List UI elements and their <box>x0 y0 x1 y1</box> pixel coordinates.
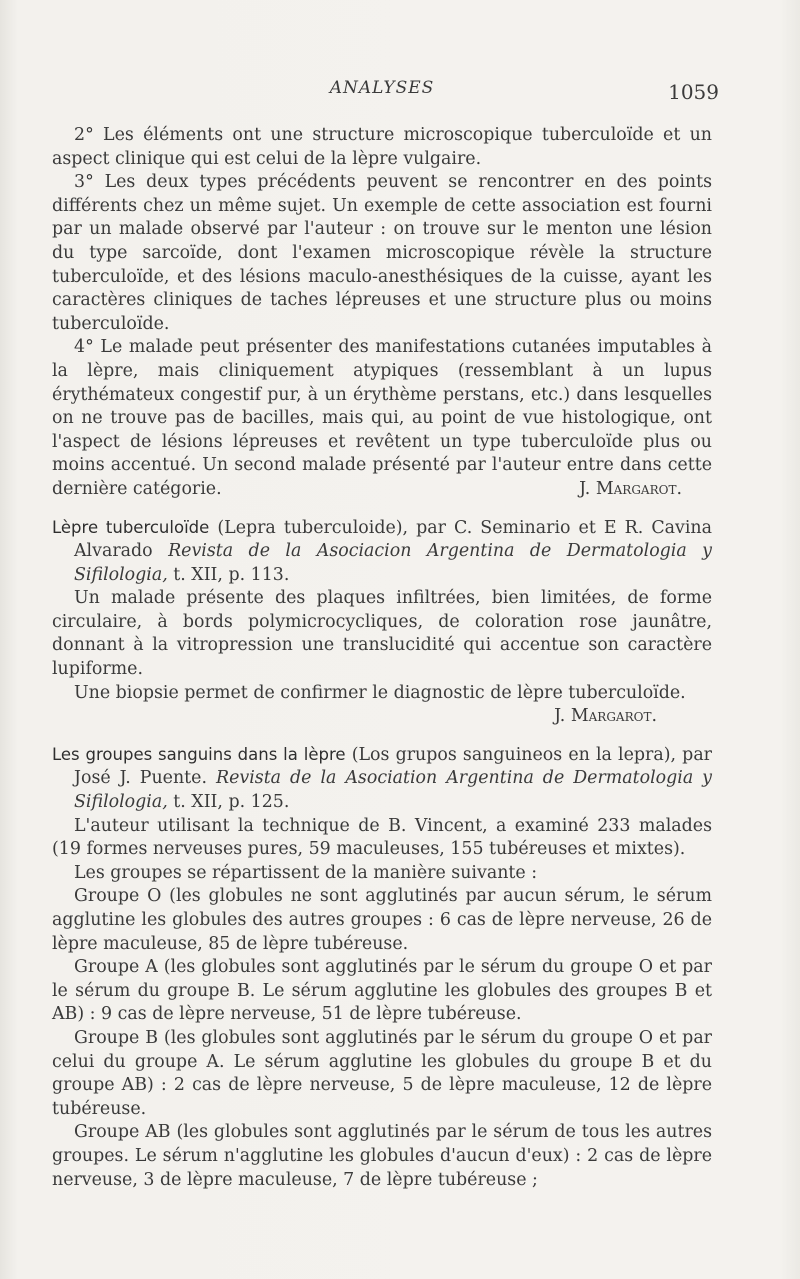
entry-paragraph: Groupe A (les globules sont agglutinés par le sérum du groupe O et par le sérum du groupe B. Le sérum agglutine les globules des groupes B et AB) : 9 cas de lèpre nerveuse, 51 de lèpre tubéreuse. <box>52 957 712 1025</box>
review-entry-lepre-tuberculoide <box>52 516 712 729</box>
paragraph-point-3: 3° Les deux types précédents peuvent se rencontrer en des points différents chez un même sujet. Un exemple de cette association est fourni par un malade observé par l'auteur : on trouve sur le menton une lésion du type sarcoïde, dont l'examen microscopique révèle la structure tuberculoïde, et des lésions maculo-anesthésiques de la cuisse, ayant les caractères cliniques de taches lépreuses et une structure plus ou moins tuberculoïde. <box>52 172 712 334</box>
paragraph-point-4-text: 4° Le malade peut présenter des manifestations cutanées imputables à la lèpre, mais cliniquement atypiques (ressemblant à un lupus érythémateux congestif pur, à un érythème perstans, etc.) dans lesquelles on ne trouve pas de bacilles, mais qui, au point de vue histologique, ont l'aspect de lésions lépreuses et revêtent un type tuberculoïde plus ou moins accentué. Un second malade présenté par l'auteur entre dans cette dernière catégorie. <box>52 337 712 499</box>
author-signature: J. Margarot. <box>554 706 657 727</box>
entry-journal: Revista de la Asociacion Argentina de Dermatologia y Sifilologia, <box>74 541 712 585</box>
entry-journal: Revista de la Asociation Argentina de Dermatologia y Sifilologia, <box>74 768 712 813</box>
page-header <box>52 78 719 108</box>
page-number: 1059 <box>668 80 719 104</box>
entry-authors: (Los grupos sanguineos en la lepra), par José J. Puente. <box>74 744 712 789</box>
entry-reference <box>52 743 712 815</box>
page-body <box>52 124 712 1192</box>
paragraph-point-4 <box>52 336 712 501</box>
entry-paragraph: L'auteur utilisant la technique de B. Vincent, a examiné 233 malades (19 formes nerveuses pures, 59 maculeuses, 155 tubéreuses et mixtes). <box>52 815 712 860</box>
entry-citation: t. XII, p. 113. <box>173 564 290 585</box>
entry-title: Lèpre tuberculoïde <box>52 517 210 537</box>
entry-paragraph: Une biopsie permet de confirmer le diagnostic de lèpre tuberculoïde. <box>74 682 686 703</box>
entry-paragraph: Groupe O (les globules ne sont agglutinés par aucun sérum, le sérum agglutine les globules des autres groupes : 6 cas de lèpre nerveuse, 26 de lèpre maculeuse, 85 de lèpre tubéreuse. <box>52 886 712 954</box>
author-signature: J. Margarot. <box>579 478 682 499</box>
entry-authors: (Lepra tuberculoide), par C. Seminario et E R. Cavina Alvarado <box>74 517 712 562</box>
entry-title: Les groupes sanguins dans la lèpre <box>52 744 346 764</box>
entry-paragraph: Un malade présente des plaques infiltrées, bien limitées, de forme circulaire, à bords polymicrocycliques, de coloration rose jaunâtre, donnant à la vitropression une translucidité qui accentue son caractère lupiforme. <box>52 588 712 680</box>
entry-reference <box>52 516 712 588</box>
running-title: ANALYSES <box>329 78 435 98</box>
entry-paragraph: Groupe AB (les globules sont agglutinés par le sérum de tous les autres groupes. Le sérum n'agglutine les globules d'aucun d'eux) : 2 cas de lèpre nerveuse, 3 de lèpre maculeuse, 7 de lèpre tubéreuse ; <box>52 1122 712 1190</box>
entry-citation: t. XII, p. 125. <box>173 792 290 813</box>
entry-paragraph: Les groupes se répartissent de la manière suivante : <box>74 862 538 883</box>
paragraph-point-2: 2° Les éléments ont une structure microscopique tuberculoïde et un aspect clinique qui est celui de la lèpre vulgaire. <box>52 125 712 169</box>
entry-paragraph: Groupe B (les globules sont agglutinés par le sérum du groupe O et par celui du groupe A. Le sérum agglutine les globules du groupe B et du groupe AB) : 2 cas de lèpre nerveuse, 5 de lèpre maculeuse, 12 de lèpre tubéreuse. <box>52 1027 712 1119</box>
review-entry-groupes-sanguins <box>52 743 712 1192</box>
